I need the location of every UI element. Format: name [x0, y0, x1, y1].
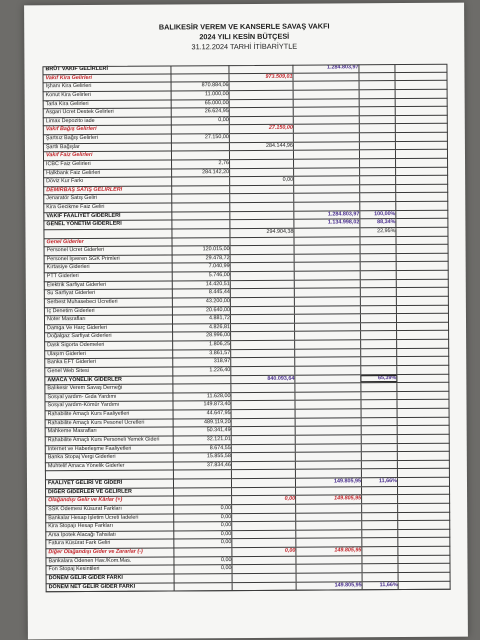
budget-table [42, 64, 450, 593]
row-label: Döviz Kur Farkı [46, 178, 84, 185]
row-amount-c1: 65.000,00 [204, 99, 229, 106]
row-amount-c4: 88,34% [377, 219, 396, 226]
row-label: Halkbank Faiz Gelirleri [46, 169, 101, 176]
row-label: Fon Stopaj Kesintileri [48, 566, 100, 573]
row-label: Asgari Ücret Destek Gelirleri [45, 108, 114, 116]
budget-date: 31.12.2024 TARHİ İTİBARİYTLE [191, 41, 298, 52]
row-label: Bankalar Hesap İşletim Ücreti İadeleri [48, 514, 139, 521]
budget-title: 2024 YILI KESİN BÜTÇESİ [199, 31, 290, 42]
row-label: Mahkeme Masrafları [47, 428, 97, 435]
row-amount-c3: 1.284.803,97 [326, 64, 359, 71]
row-label: Rahabilite Amaçlı Kurs Personeli Yemek Gideri [47, 436, 160, 444]
row-amount-c3: 1.284.803,97 [327, 210, 360, 218]
row-label: Şartlı Bağışlar [45, 143, 80, 150]
row-label: Fatura Küsürat Fark Geliri [48, 540, 111, 547]
row-amount-c1: 14.420,51 [205, 280, 230, 287]
row-amount-c1: 4.881,72 [208, 315, 231, 322]
row-label: AMACA YÖNELİK GİDERLER [47, 376, 122, 383]
row-label: İnternet ve Haberleşme Faaliyetleri [47, 445, 132, 452]
row-amount-c1: 870.884,06 [201, 82, 229, 89]
row-label: DÖNEM NET GELİR GİDER FARKI [48, 583, 136, 590]
row-label: DÖNEM GELİR GİDER FARKI [48, 574, 123, 582]
row-amount-c1: 20.640,00 [205, 306, 230, 313]
row-amount-c1: 32.121,01 [206, 435, 231, 443]
row-amount-c1: 0,00 [220, 539, 232, 546]
row-amount-c1: 120.015,00 [202, 246, 230, 253]
row-label: Serbest Muhasebeci Ücretleri [46, 298, 118, 306]
row-amount-c1: 0,00 [220, 556, 232, 563]
row-amount-c2: 284.144,96 [265, 142, 293, 149]
row-amount-c1: 0,00 [220, 513, 232, 520]
row-label: Şartsız Bağış Gelirleri [45, 134, 99, 142]
document-page [24, 3, 468, 640]
row-label: Su Sarfiyat Giderleri [46, 290, 96, 297]
row-amount-c1: 0,00 [220, 522, 232, 529]
row-label: Muhtelif Amaca Yönelik Giderler [47, 462, 125, 469]
row-amount-c1: 0,00 [220, 504, 232, 512]
row-label: Vakıf Kira Gelirleri [45, 74, 93, 81]
row-label: Rahabilite Amaçlı Kurs Pesonel Ücretleri [47, 419, 145, 426]
row-label: FAALİYET GELİRİ VE GİDERİ [47, 479, 123, 487]
row-amount-c1: 11.628,00 [206, 392, 231, 399]
row-label: Olağandışı Gelir ve Kârlar (+) [48, 497, 123, 504]
row-amount-c4: 100,00% [374, 210, 396, 217]
row-label: Personel İşveren SGK Primleri [46, 255, 120, 262]
row-label: Kırtasiye Giderleri [46, 264, 90, 271]
row-label: Sosyal yardım-Kömür Yardımı [47, 402, 120, 409]
row-label: Tarla Kira Gelirleri [45, 100, 89, 107]
row-amount-c4: 11,66% [379, 581, 398, 588]
row-label: BRÜT VAKIF GELİRLERİ [45, 65, 108, 73]
row-label: Doğalgaz Sarfiyat Giderleri [47, 333, 112, 340]
row-amount-c1: 318,97 [213, 358, 231, 365]
row-amount-c2: 0,00 [284, 547, 296, 554]
row-amount-c1: 4.826,81 [209, 323, 231, 330]
row-amount-c1: 149.873,40 [203, 401, 231, 408]
row-label: Vakıf Faiz Gelirleri [45, 152, 93, 159]
row-amount-c1: 5.746,00 [208, 272, 230, 279]
row-amount-c1: 26.624,95 [204, 108, 229, 115]
row-label: Damga Ve Harç Giderleri [47, 324, 107, 331]
row-amount-c1: 28.996,00 [206, 332, 231, 339]
foundation-name: BALIKESİR VEREM VE KANSERLE SAVAŞ VAKFI [158, 21, 330, 32]
row-amount-c1: 8.674,55 [209, 444, 231, 451]
row-amount-c2: 0,00 [284, 495, 296, 503]
row-label: Banka Stopaj Vergi Giderleri [47, 453, 116, 461]
row-label: Konut Kira Gelirleri [45, 91, 91, 99]
row-amount-c2: 973.509,01 [265, 73, 293, 80]
row-amount-c3: 149.805,95 [334, 495, 362, 502]
row-amount-c1: 37.834,46 [206, 461, 231, 468]
row-amount-c1: 7.040,99 [208, 263, 230, 270]
row-label: ICBC Faiz Gelirleri [46, 160, 91, 168]
row-label: Diğer Olağandışı Gider ve Zararlar (-) [48, 548, 143, 556]
row-amount-c1: 2,76 [218, 159, 230, 167]
row-label: Rahabilite Amaçlı Kurs Faaliyetleri [47, 410, 130, 418]
highlight-box [360, 375, 397, 383]
row-amount-c1: 27.150,00 [204, 134, 229, 141]
row-amount-c1: 3.861,57 [209, 349, 231, 356]
row-amount-c3: 149.805,95 [333, 478, 361, 485]
row-amount-c1: 11.000,00 [205, 90, 229, 98]
row-amount-c1: 43.200,00 [205, 297, 230, 305]
row-amount-c1: 8.445,44 [208, 289, 230, 296]
row-amount-c1: 489.119,20 [204, 418, 231, 425]
row-label: Genel Web Sitesi [47, 367, 89, 375]
row-label: İşhanı Kira Gelirleri [45, 83, 92, 90]
row-label: Dask Sigorta Ödemeleri [47, 341, 105, 349]
row-label: Noter Masrafları [46, 316, 86, 323]
row-label: Limax Depozito iade [45, 117, 95, 124]
row-label: Arsa İpotek Alacağı Tahsilatı [48, 531, 116, 538]
row-label: Jenaratör Satış Geliri [46, 195, 97, 202]
row-label: Ulaşım Giderleri [47, 350, 86, 357]
row-amount-c3: 149.805,95 [334, 581, 362, 588]
row-amount-c1: 1.226,40 [209, 366, 231, 374]
row-amount-c4: 22,95% [377, 227, 396, 235]
row-amount-c1: 44.647,95 [206, 410, 231, 417]
row-amount-c2: 0,00 [282, 176, 294, 183]
document-header [24, 21, 464, 54]
row-label: Banka EFT Giderleri [47, 359, 97, 366]
row-amount-c2: 27.150,00 [268, 125, 293, 132]
row-label: Personel Ücret Giderleri [46, 246, 105, 254]
table-row [46, 581, 451, 592]
row-label: Genel Giderler [46, 238, 84, 245]
row-amount-c3: 1.134.998,02 [327, 219, 360, 226]
row-amount-c1: 50.341,49 [206, 427, 231, 434]
row-amount-c1: 1.806,25 [209, 341, 231, 348]
row-amount-c1: 0,00 [220, 530, 232, 537]
row-label: Balıkesir Verem Savaş Derneği [47, 384, 123, 392]
row-label: Vakıf Bağış Gelirleri [45, 126, 97, 133]
row-amount-c1: 284.142,20 [202, 168, 230, 175]
row-amount-c2: 294.904,38 [266, 228, 294, 235]
row-label: Kira Stopajı Hesap Farkları [48, 522, 113, 530]
row-label: PTT Giderleri [46, 273, 79, 280]
row-label: Sosyal yardım- Gıda Yardımı [47, 393, 117, 400]
row-label: SSK Ödemesi Küsurat Farkları [48, 505, 122, 513]
row-label: VAKIF FAALİYET GİDERLERİ [46, 212, 121, 219]
row-label: DİĞER GİDERLER VE GELİRLER [48, 488, 132, 495]
row-label: DEMİRBAŞ SATIŞ GELİRLERİ [46, 186, 123, 193]
row-amount-c1: 29.478,72 [205, 254, 230, 261]
row-amount-c1: 0,00 [218, 116, 229, 123]
row-label: GENEL YÖNETİM GİDERLERİ [46, 221, 122, 228]
row-label: Bankalara Ödenen Hav./Kom.Mas. [48, 557, 132, 564]
row-amount-c1: 0,00 [220, 565, 232, 572]
row-amount-c1: 15.855,58 [206, 453, 231, 460]
row-amount-c4: 65,39% [378, 374, 397, 381]
row-label: Elektrik Sarfiyat Giderleri [46, 281, 107, 288]
row-amount-c4: 11,66% [378, 478, 397, 485]
row-amount-c3: 149.805,95 [334, 547, 362, 554]
row-label: İç Denetim Giderleri [46, 307, 95, 314]
row-label: Kira Gecikme Faiz Geliri [46, 203, 105, 211]
row-amount-c2: 840.093,64 [267, 375, 295, 382]
